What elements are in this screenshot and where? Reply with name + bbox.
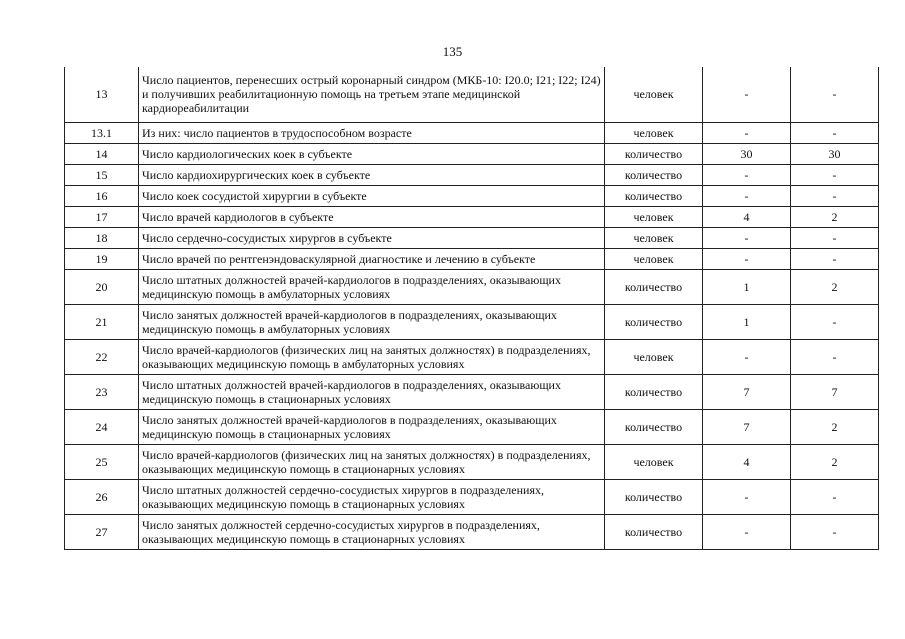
row-number-cell: 21 (65, 304, 139, 339)
value-1-cell: 1 (703, 269, 791, 304)
value-2-cell: 2 (791, 206, 879, 227)
value-1-cell: - (703, 67, 791, 122)
unit-cell: количество (605, 269, 703, 304)
value-1-cell: - (703, 185, 791, 206)
table-row (65, 122, 879, 143)
unit-cell: человек (605, 248, 703, 269)
row-number-cell: 13.1 (65, 122, 139, 143)
unit-cell: человек (605, 122, 703, 143)
unit-cell: количество (605, 164, 703, 185)
unit-cell: человек (605, 67, 703, 122)
value-2-cell: - (791, 248, 879, 269)
indicator-name-cell: Число кардиологических коек в субъекте (139, 143, 605, 164)
unit-cell: человек (605, 339, 703, 374)
indicator-name-cell: Число пациентов, перенесших острый коронарный синдром (МКБ-10: I20.0; I21; I22; I24) и получивших реабилитационную помощь на третьем этапе медицинской кардиореабилитации (139, 67, 605, 122)
row-number-cell: 26 (65, 479, 139, 514)
table-row (65, 143, 879, 164)
value-2-cell: - (791, 479, 879, 514)
value-1-cell: - (703, 248, 791, 269)
indicator-name-cell: Из них: число пациентов в трудоспособном возрасте (139, 122, 605, 143)
indicator-name-cell: Число занятых должностей сердечно-сосудистых хирургов в подразделениях, оказывающих медицинскую помощь в стационарных условиях (139, 514, 605, 549)
table-row (65, 269, 879, 304)
indicator-table (64, 67, 879, 550)
value-2-cell: - (791, 304, 879, 339)
value-1-cell: 7 (703, 374, 791, 409)
value-1-cell: - (703, 514, 791, 549)
row-number-cell: 24 (65, 409, 139, 444)
table-row (65, 206, 879, 227)
page-number: 135 (442, 44, 463, 59)
row-number-cell: 13 (65, 67, 139, 122)
row-number-cell: 17 (65, 206, 139, 227)
table-row (65, 409, 879, 444)
table-row (65, 444, 879, 479)
value-1-cell: - (703, 164, 791, 185)
value-2-cell: - (791, 227, 879, 248)
indicator-name-cell: Число врачей-кардиологов (физических лиц на занятых должностях) в подразделениях, оказывающих медицинскую помощь в стационарных условиях (139, 444, 605, 479)
indicator-name-cell: Число занятых должностей врачей-кардиологов в подразделениях, оказывающих медицинскую помощь в амбулаторных условиях (139, 304, 605, 339)
indicator-name-cell: Число занятых должностей врачей-кардиологов в подразделениях, оказывающих медицинскую помощь в стационарных условиях (139, 409, 605, 444)
value-1-cell: 4 (703, 206, 791, 227)
indicator-name-cell: Число штатных должностей сердечно-сосудистых хирургов в подразделениях, оказывающих медицинскую помощь в стационарных условиях (139, 479, 605, 514)
indicator-name-cell: Число врачей кардиологов в субъекте (139, 206, 605, 227)
table-row (65, 227, 879, 248)
row-number-cell: 25 (65, 444, 139, 479)
indicator-name-cell: Число врачей по рентгенэндоваскулярной диагностике и лечению в субъекте (139, 248, 605, 269)
value-2-cell: - (791, 185, 879, 206)
row-number-cell: 16 (65, 185, 139, 206)
indicator-name-cell: Число кардиохирургических коек в субъекте (139, 164, 605, 185)
value-2-cell: 30 (791, 143, 879, 164)
value-2-cell: 7 (791, 374, 879, 409)
table-row (65, 304, 879, 339)
indicator-name-cell: Число сердечно-сосудистых хирургов в субъекте (139, 227, 605, 248)
table-row (65, 374, 879, 409)
value-1-cell: - (703, 227, 791, 248)
indicator-name-cell: Число коек сосудистой хирургии в субъекте (139, 185, 605, 206)
row-number-cell: 20 (65, 269, 139, 304)
row-number-cell: 27 (65, 514, 139, 549)
value-1-cell: - (703, 339, 791, 374)
row-number-cell: 23 (65, 374, 139, 409)
unit-cell: количество (605, 185, 703, 206)
indicator-name-cell: Число врачей-кардиологов (физических лиц на занятых должностях) в подразделениях, оказывающих медицинскую помощь в амбулаторных условиях (139, 339, 605, 374)
value-1-cell: - (703, 122, 791, 143)
row-number-cell: 19 (65, 248, 139, 269)
table-row (65, 67, 879, 122)
value-2-cell: - (791, 164, 879, 185)
table-row (65, 164, 879, 185)
value-1-cell: 1 (703, 304, 791, 339)
unit-cell: количество (605, 409, 703, 444)
value-1-cell: 4 (703, 444, 791, 479)
unit-cell: количество (605, 514, 703, 549)
value-2-cell: 2 (791, 409, 879, 444)
value-2-cell: - (791, 514, 879, 549)
table-row (65, 248, 879, 269)
table-row (65, 514, 879, 549)
table-row (65, 479, 879, 514)
value-2-cell: - (791, 339, 879, 374)
value-2-cell: 2 (791, 269, 879, 304)
indicator-table-body (65, 67, 879, 549)
indicator-name-cell: Число штатных должностей врачей-кардиологов в подразделениях, оказывающих медицинскую помощь в стационарных условиях (139, 374, 605, 409)
unit-cell: количество (605, 143, 703, 164)
unit-cell: количество (605, 304, 703, 339)
table-row (65, 185, 879, 206)
row-number-cell: 15 (65, 164, 139, 185)
unit-cell: количество (605, 479, 703, 514)
unit-cell: количество (605, 374, 703, 409)
unit-cell: человек (605, 444, 703, 479)
unit-cell: человек (605, 227, 703, 248)
indicator-name-cell: Число штатных должностей врачей-кардиологов в подразделениях, оказывающих медицинскую помощь в амбулаторных условиях (139, 269, 605, 304)
value-2-cell: 2 (791, 444, 879, 479)
value-1-cell: 30 (703, 143, 791, 164)
value-1-cell: - (703, 479, 791, 514)
value-2-cell: - (791, 67, 879, 122)
value-1-cell: 7 (703, 409, 791, 444)
value-2-cell: - (791, 122, 879, 143)
row-number-cell: 22 (65, 339, 139, 374)
row-number-cell: 14 (65, 143, 139, 164)
unit-cell: человек (605, 206, 703, 227)
table-row (65, 339, 879, 374)
row-number-cell: 18 (65, 227, 139, 248)
